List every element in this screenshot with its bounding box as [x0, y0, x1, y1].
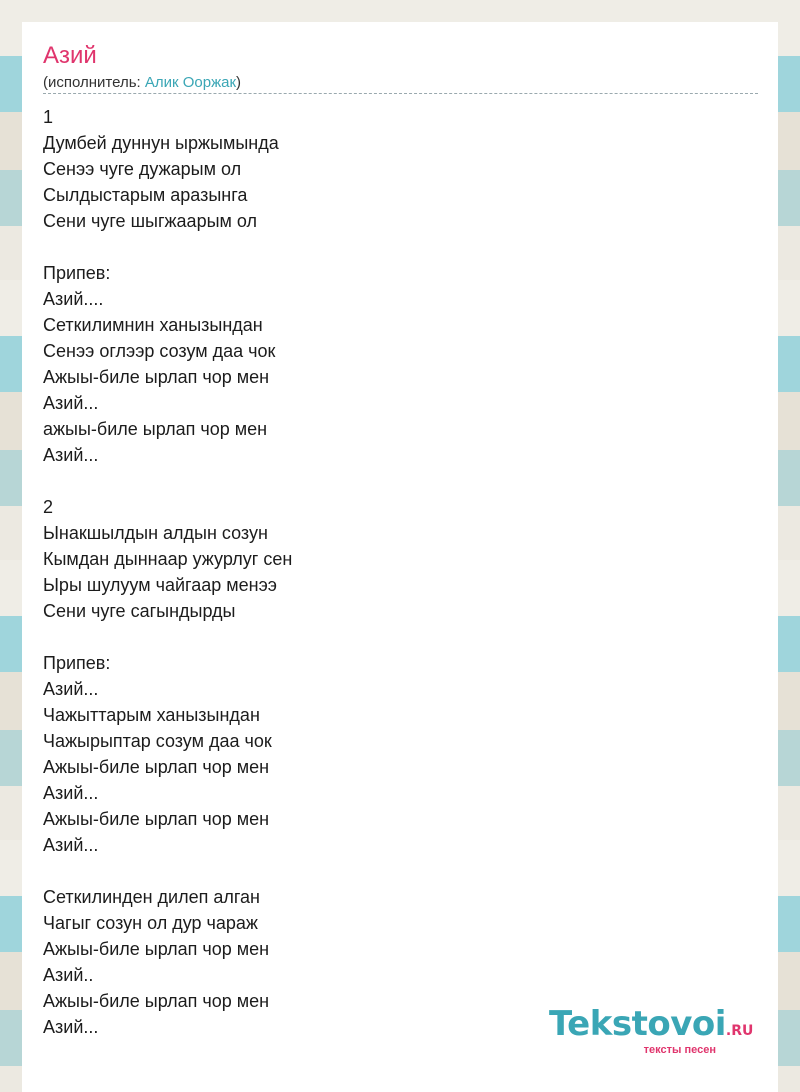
lyrics-line: Азий... [43, 835, 99, 855]
lyrics-line: Азий... [43, 445, 99, 465]
lyrics-text [43, 104, 743, 1040]
lyrics-line: Ажыы-биле ырлап чор мен [43, 991, 270, 1011]
lyrics-line: Сеткилинден дилеп алган [43, 887, 260, 907]
lyrics-line: Азий... [43, 679, 99, 699]
lyrics-line: 2 [43, 497, 54, 517]
lyrics-line: Сеткилимнин ханызындан [43, 315, 263, 335]
lyrics-line: Сенээ чуге дужарым ол [43, 159, 242, 179]
lyrics-line: Азий... [43, 393, 99, 413]
logo-tagline: тексты песен [643, 1044, 716, 1056]
lyrics-line [43, 624, 743, 650]
lyrics-line: Сени чуге сагындырды [43, 601, 236, 621]
lyrics-line: Чажыттарым ханызындан [43, 705, 260, 725]
lyrics-line: ажыы-биле ырлап чор мен [43, 419, 268, 439]
lyrics-line: Кымдан дыннаар ужурлуг сен [43, 549, 293, 569]
artist-line [43, 74, 241, 92]
title-divider [43, 93, 758, 94]
artist-prefix: (исполнитель: [43, 74, 145, 91]
lyrics-line: Ажыы-биле ырлап чор мен [43, 757, 270, 777]
lyrics-card [22, 22, 778, 1092]
lyrics-line: Припев: [43, 653, 111, 673]
logo-main-text: Tekstovoi [549, 1004, 726, 1044]
lyrics-line: Ынакшылдын алдын созун [43, 523, 268, 543]
lyrics-line: Припев: [43, 263, 111, 283]
lyrics-line [43, 234, 743, 260]
logo-domain: .RU [725, 1023, 754, 1039]
artist-suffix: ) [236, 74, 242, 91]
lyrics-line: Азий.. [43, 965, 94, 985]
lyrics-line: 1 [43, 107, 54, 127]
lyrics-line: Ажыы-биле ырлап чор мен [43, 939, 270, 959]
site-logo[interactable] [549, 1005, 754, 1056]
lyrics-line: Думбей дуннун ыржымында [43, 133, 279, 153]
artist-link[interactable]: Алик Ооржак [144, 74, 237, 91]
lyrics-line [43, 468, 743, 494]
lyrics-line: Азий.... [43, 289, 104, 309]
lyrics-line: Чагыг созун ол дур чараж [43, 913, 258, 933]
lyrics-line: Ыры шулуум чайгаар менээ [43, 575, 277, 595]
lyrics-line: Ажыы-биле ырлап чор мен [43, 809, 270, 829]
lyrics-line: Ажыы-биле ырлап чор мен [43, 367, 270, 387]
song-title: Азий [43, 42, 97, 69]
lyrics-line: Чажырыптар созум даа чок [43, 731, 272, 751]
lyrics-line [43, 858, 743, 884]
lyrics-line: Азий... [43, 1017, 99, 1037]
lyrics-line: Азий... [43, 783, 99, 803]
lyrics-line: Сени чуге шыгжаарым ол [43, 211, 258, 231]
lyrics-line: Сенээ оглээр созум даа чок [43, 341, 276, 361]
lyrics-line: Сылдыстарым аразынга [43, 185, 248, 205]
